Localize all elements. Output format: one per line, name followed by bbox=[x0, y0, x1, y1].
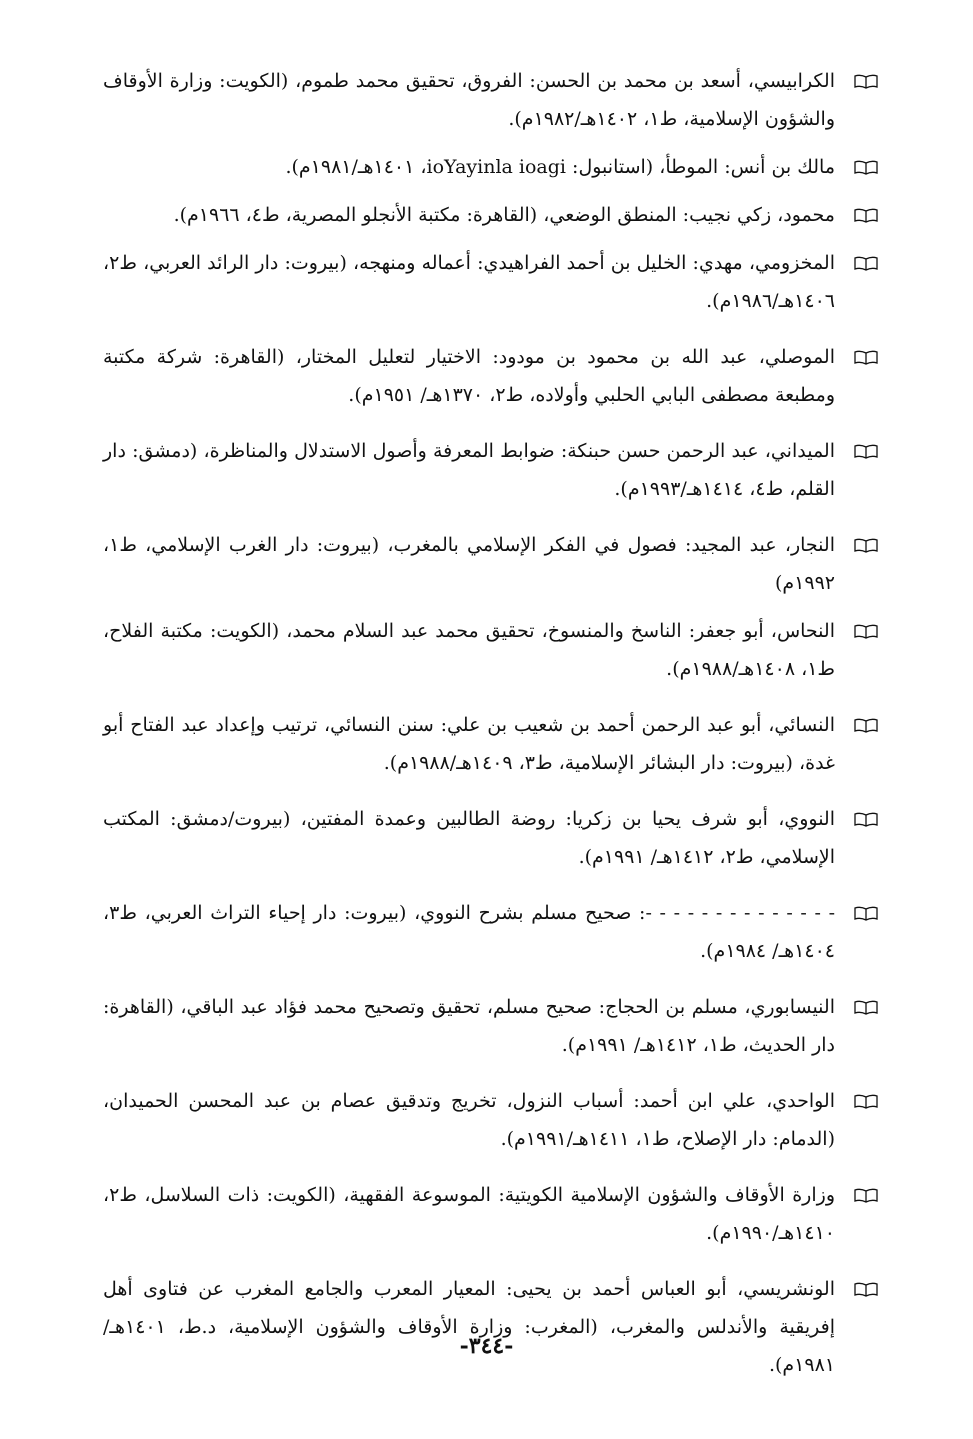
entry-text: النيسابوري، مسلم بن الحجاج: صحيح مسلم، تحقيق وتصحيح محمد فؤاد عبد الباقي، (القاهرة: دار الحديث، ط١، ١٤١٢هـ/ ١٩٩١م). bbox=[103, 996, 835, 1056]
entry-text: الموصلي، عبد الله بن محمود بن مودود: الاختيار لتعليل المختار، (القاهرة: شركة مكتبة ومطبعة مصطفى البابي الحلبي وأولاده، ط٢، ١٣٧٠هـ/ ١٩٥١م). bbox=[103, 346, 835, 406]
entry-text: الكرابيسي، أسعد بن محمد بن الحسن: الفروق، تحقيق محمد طموم، (الكويت: وزارة الأوقاف والشؤون الإسلامية، ط١، ١٤٠٢هـ/١٩٨٢م). bbox=[103, 70, 835, 130]
entry-text: النحاس، أبو جعفر: الناسخ والمنسوخ، تحقيق محمد عبد السلام محمد، (الكويت: مكتبة الفلاح، ط١، ١٤٠٨هـ/١٩٨٨م). bbox=[103, 620, 835, 680]
open-book-icon bbox=[853, 160, 879, 176]
open-book-icon bbox=[853, 624, 879, 640]
open-book-icon bbox=[853, 256, 879, 272]
bibliography-entry bbox=[103, 988, 873, 1064]
open-book-icon bbox=[853, 718, 879, 734]
bibliography-entry bbox=[103, 706, 873, 782]
open-book-icon bbox=[853, 1000, 879, 1016]
bibliography-entry bbox=[103, 800, 873, 876]
open-book-icon bbox=[853, 538, 879, 554]
bibliography-entry bbox=[103, 338, 873, 414]
bibliography-entry bbox=[103, 612, 873, 688]
bibliography-entry bbox=[103, 526, 873, 602]
entry-text: المخزومي، مهدي: الخليل بن أحمد الفراهيدي: أعماله ومنهجه، (بيروت: دار الرائد العربي، ط٢، ١٤٠٦هـ/١٩٨٦م). bbox=[103, 252, 835, 312]
open-book-icon bbox=[853, 350, 879, 366]
bibliography-entry bbox=[103, 894, 873, 970]
bibliography-entry bbox=[103, 148, 873, 186]
entry-text: النجار، عبد المجيد: فصول في الفكر الإسلامي بالمغرب، (بيروت: دار الغرب الإسلامي، ط١، ١٩٩٢م) bbox=[103, 534, 835, 594]
entry-text: محمود، زكي نجيب: المنطق الوضعي، (القاهرة: مكتبة الأنجلو المصرية، ط٤، ١٩٦٦م). bbox=[173, 204, 835, 226]
entry-text: - - - - - - - - - - - - - -: صحيح مسلم بشرح النووي، (بيروت: دار إحياء التراث العربي، ط٣، ١٤٠٤هـ/ ١٩٨٤م). bbox=[103, 902, 835, 962]
entry-text: الواحدي، علي ابن أحمد: أسباب النزول، تخريج وتدقيق عصام بن عبد المحسن الحميدان، (الدمام: دار الإصلاح، ط١، ١٤١١هـ/١٩٩١م). bbox=[103, 1090, 835, 1150]
open-book-icon bbox=[853, 1188, 879, 1204]
open-book-icon bbox=[853, 1282, 879, 1298]
open-book-icon bbox=[853, 812, 879, 828]
entry-text: الونشريسي، أبو العباس أحمد بن يحيى: المعيار المعرب والجامع المغرب عن فتاوى أهل إفريقية والأندلس والمغرب، (المغرب: وزارة الأوقاف والشؤون الإسلامية، د.ط، ١٤٠١هـ/١٩٨١م). bbox=[103, 1278, 835, 1376]
open-book-icon bbox=[853, 74, 879, 90]
bibliography-entry bbox=[103, 432, 873, 508]
open-book-icon bbox=[853, 906, 879, 922]
entry-text: مالك بن أنس: الموطأ، (استانبول: ioYayinla ioagi، ١٤٠١هـ/١٩٨١م). bbox=[285, 156, 835, 178]
bibliography-entry bbox=[103, 1270, 873, 1384]
open-book-icon bbox=[853, 444, 879, 460]
bibliography-list bbox=[103, 62, 873, 1394]
entry-text: وزارة الأوقاف والشؤون الإسلامية الكويتية: الموسوعة الفقهية، (الكويت: ذات السلاسل، ط٢، ١٤١٠هـ/١٩٩٠م). bbox=[103, 1184, 835, 1244]
open-book-icon bbox=[853, 1094, 879, 1110]
bibliography-entry bbox=[103, 1082, 873, 1158]
page-number: -٣٤٤- bbox=[459, 1333, 514, 1359]
bibliography-entry bbox=[103, 62, 873, 138]
bibliography-entry bbox=[103, 244, 873, 320]
entry-text: النسائي، أبو عبد الرحمن أحمد بن شعيب بن علي: سنن النسائي، ترتيب وإعداد عبد الفتاح أبو غدة، (بيروت: دار البشائر الإسلامية، ط٣، ١٤٠٩هـ/١٩٨٨م). bbox=[103, 714, 835, 774]
bibliography-entry bbox=[103, 196, 873, 234]
open-book-icon bbox=[853, 208, 879, 224]
entry-text: النووي، أبو شرف يحيا بن زكريا: روضة الطالبين وعمدة المفتين، (بيروت/دمشق: المكتب الإسلامي، ط٢، ١٤١٢هـ/ ١٩٩١م). bbox=[103, 808, 835, 868]
entry-text: الميداني، عبد الرحمن حسن حبنكة: ضوابط المعرفة وأصول الاستدلال والمناظرة، (دمشق: دار القلم، ط٤، ١٤١٤هـ/١٩٩٣م). bbox=[103, 440, 835, 500]
bibliography-entry bbox=[103, 1176, 873, 1252]
